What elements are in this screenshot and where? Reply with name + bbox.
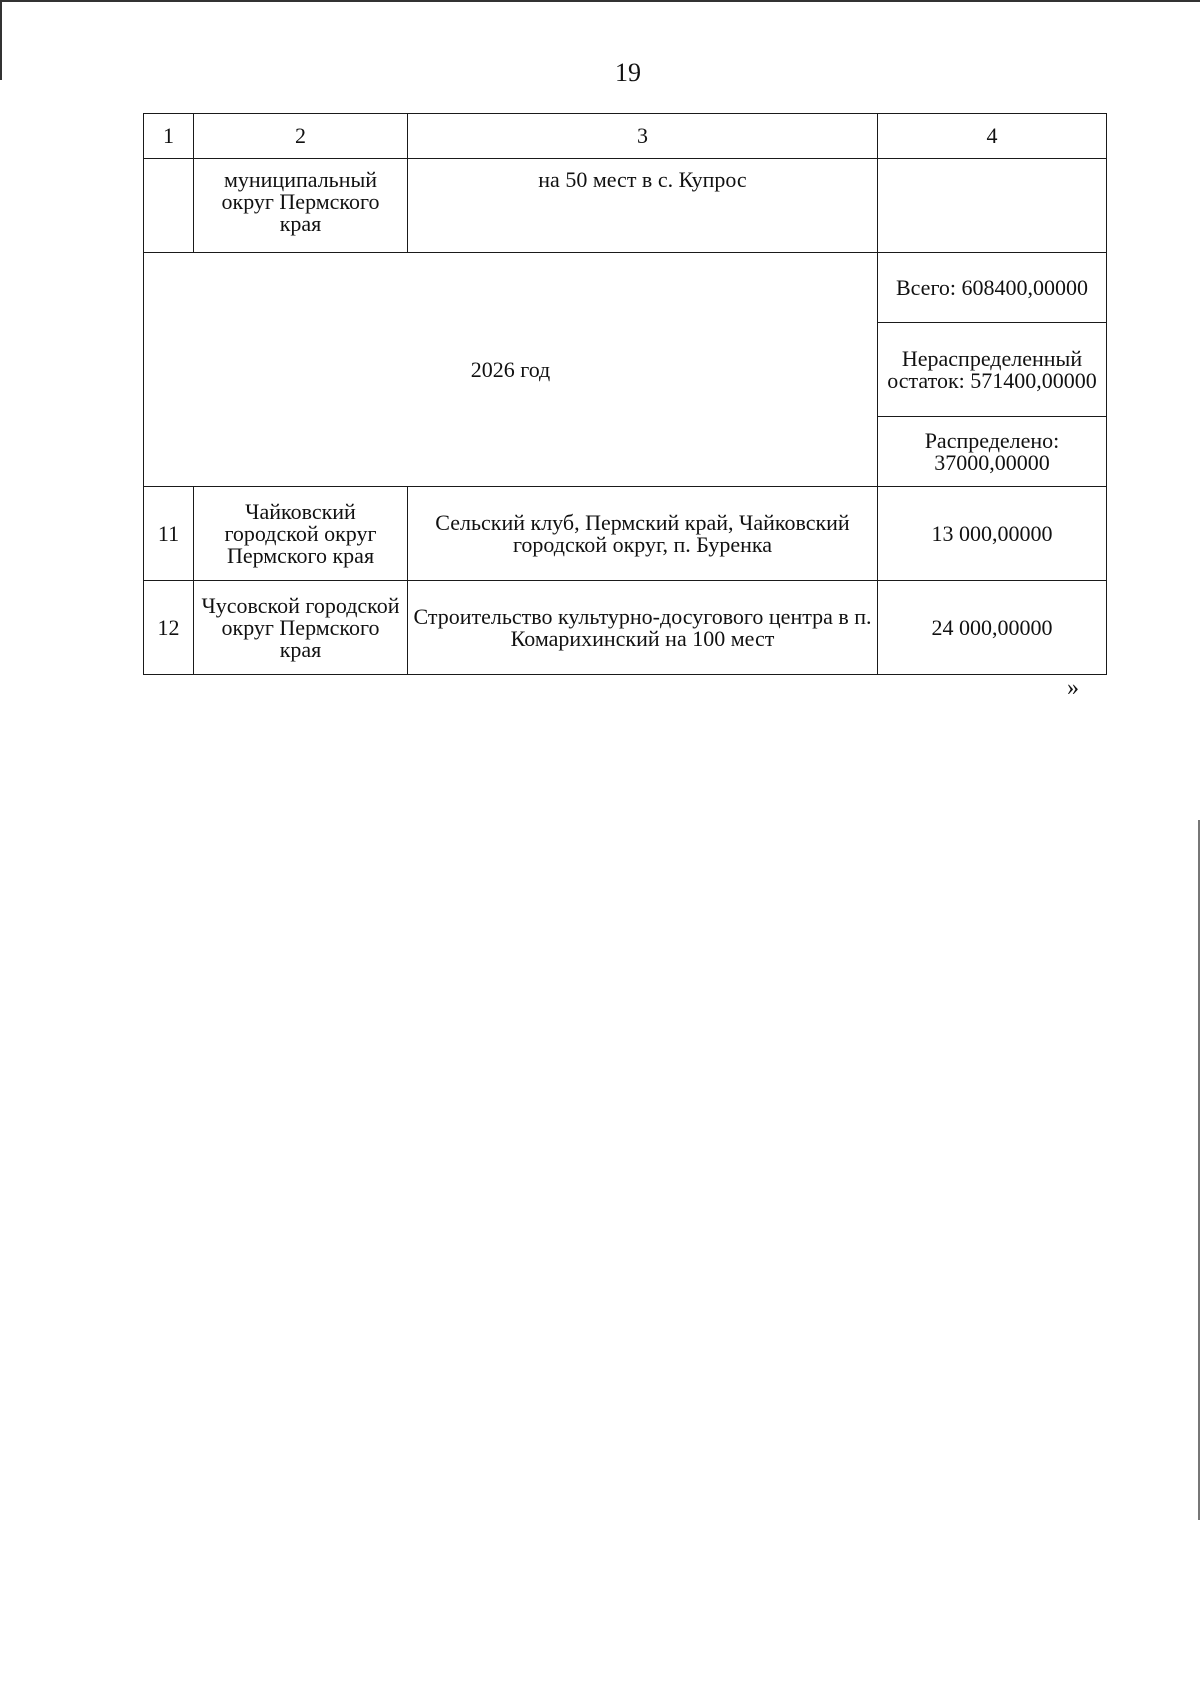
municipality-cell: Чайковский городской округ Пермского края: [194, 487, 408, 581]
header-cell-4: 4: [878, 114, 1107, 159]
scan-edge-top: [0, 0, 1200, 2]
amount-cell: 13 000,00000: [878, 487, 1107, 581]
municipality-cell: муниципальный округ Пермского края: [194, 159, 408, 253]
table-header-row: [144, 114, 1107, 159]
table-row: [144, 487, 1107, 581]
year-undistributed-cell: Нераспределенный остаток: 571400,00000: [878, 323, 1107, 417]
closing-quote: »: [1067, 675, 1079, 701]
table-row: [144, 581, 1107, 675]
municipality-cell: Чусовской городской округ Пермского края: [194, 581, 408, 675]
object-cell: Строительство культурно-досугового центра в п. Комарихинский на 100 мест: [408, 581, 878, 675]
row-number-cell: 12: [144, 581, 194, 675]
year-distributed-cell: Распределено: 37000,00000: [878, 417, 1107, 487]
table-row-continuation: [144, 159, 1107, 253]
allocation-table: [143, 113, 1107, 675]
header-cell-2: 2: [194, 114, 408, 159]
amount-cell: [878, 159, 1107, 253]
row-number-cell: 11: [144, 487, 194, 581]
amount-cell: 24 000,00000: [878, 581, 1107, 675]
object-cell: Сельский клуб, Пермский край, Чайковский городской округ, п. Буренка: [408, 487, 878, 581]
year-total-cell: Всего: 608400,00000: [878, 253, 1107, 323]
year-label-cell: 2026 год: [144, 253, 878, 487]
year-total-row: [144, 253, 1107, 323]
object-cell: на 50 мест в с. Купрос: [408, 159, 878, 253]
row-number-cell: [144, 159, 194, 253]
header-cell-3: 3: [408, 114, 878, 159]
page-number: 19: [615, 58, 641, 87]
header-cell-1: 1: [144, 114, 194, 159]
